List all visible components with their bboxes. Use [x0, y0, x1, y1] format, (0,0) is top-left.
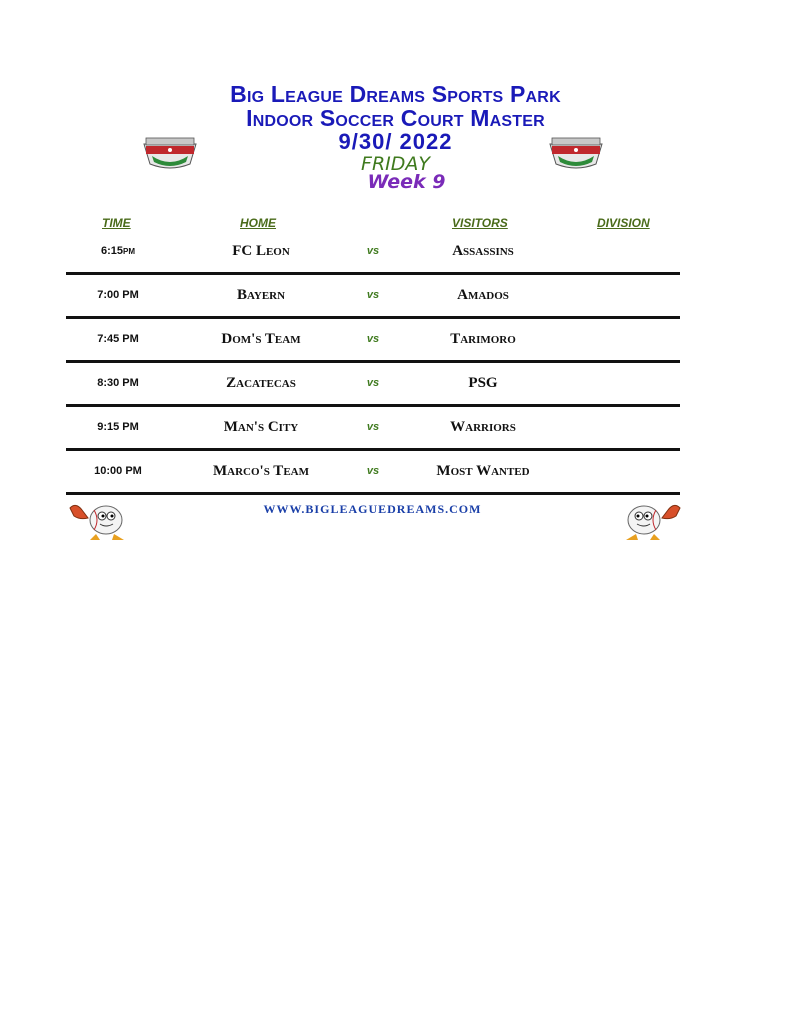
- home-team: Man's City: [223, 419, 299, 435]
- vs-label: vs: [366, 289, 380, 301]
- column-header-home: HOME: [240, 216, 276, 230]
- visitor-team: Assassins: [452, 243, 514, 259]
- visitor-team: Most Wanted: [436, 463, 530, 479]
- game-time: 7:45 PM: [97, 333, 139, 345]
- schedule-date: 9/30/ 2022: [338, 129, 453, 154]
- schedule-day: FRIDAY: [361, 153, 430, 175]
- vs-label: vs: [366, 421, 380, 433]
- column-header-visitors: VISITORS: [452, 216, 508, 230]
- home-team: Dom's Team: [221, 331, 301, 347]
- visitor-team: Warriors: [450, 419, 516, 435]
- home-team: Zacatecas: [226, 375, 296, 391]
- column-header-division: DIVISION: [597, 216, 650, 230]
- table-row: [66, 407, 680, 451]
- website-link[interactable]: WWW.BIGLEAGUEDREAMS.COM: [263, 502, 482, 516]
- row-divider: [66, 492, 680, 495]
- table-row: [66, 451, 680, 495]
- table-row: [66, 275, 680, 319]
- schedule-title: Indoor Soccer Court Master: [246, 105, 545, 131]
- park-title: Big League Dreams Sports Park: [230, 81, 561, 107]
- vs-label: vs: [366, 465, 380, 477]
- home-team: Marco's Team: [213, 463, 309, 479]
- game-time: 7:00 PM: [97, 289, 139, 301]
- game-time: 9:15 PM: [97, 421, 139, 433]
- visitor-team: PSG: [468, 375, 498, 391]
- baseball-mascot-icon: [612, 498, 684, 544]
- home-team: FC Leon: [232, 243, 290, 259]
- visitor-team: Amados: [457, 287, 509, 303]
- table-row: [66, 231, 680, 275]
- table-row: [66, 319, 680, 363]
- stadium-logo-icon: [546, 134, 606, 170]
- game-time: 6:15pm: [100, 245, 136, 257]
- vs-label: vs: [366, 333, 380, 345]
- home-team: Bayern: [236, 287, 286, 303]
- vs-label: vs: [366, 377, 380, 389]
- stadium-logo-icon: [140, 134, 200, 170]
- page-header: [0, 82, 791, 191]
- visitor-team: Tarimoro: [450, 331, 516, 347]
- table-row: [66, 363, 680, 407]
- schedule-week: Week 9: [367, 171, 446, 193]
- column-header-time: TIME: [102, 216, 131, 230]
- game-time: 8:30 PM: [97, 377, 139, 389]
- vs-label: vs: [366, 245, 380, 257]
- game-time: 10:00 PM: [94, 465, 142, 477]
